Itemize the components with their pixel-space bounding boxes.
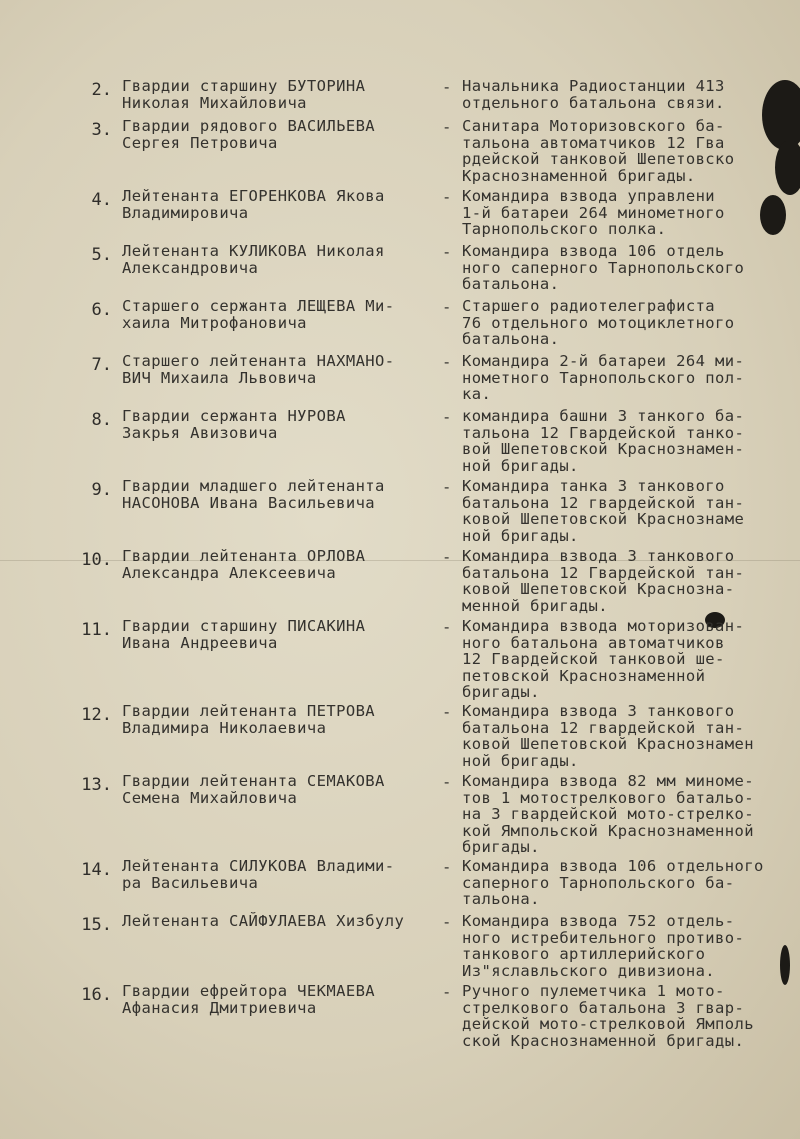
position-line: ка. <box>462 385 492 403</box>
position-line: ной бригады. <box>462 456 579 475</box>
person-name-line: Гвардии лейтенанта ОРЛОВА <box>122 547 366 565</box>
position-line: ной бригады. <box>462 526 579 545</box>
position-line: рдейской танковой Шепетовско <box>462 150 735 168</box>
position-line: менной бригады. <box>462 596 608 615</box>
position-line: ного истребительного противо- <box>462 928 745 947</box>
person-name-line: Гвардии ефрейтора ЧЕКМАЕВА <box>122 982 376 1000</box>
position-line: ной бригады. <box>462 751 579 770</box>
person-name-line: Лейтенанта САЙФУЛАЕВА Хизбулу <box>122 912 405 930</box>
separator-dash: - <box>442 858 452 876</box>
separator-dash: - <box>442 983 452 1001</box>
ink-stain <box>775 140 800 195</box>
position-line: Санитара Моторизовского ба- <box>462 117 725 135</box>
ink-stain <box>780 945 790 985</box>
separator-dash: - <box>442 298 452 316</box>
position-line: тов 1 мотострелкового батальо- <box>462 788 754 807</box>
entry-number: 6. <box>91 300 112 320</box>
position-line: стрелкового батальона 3 гвар- <box>462 998 745 1017</box>
position-line: кой Ямпольской Краснознаменной <box>462 821 754 840</box>
person-name-line: Лейтенанта ЕГОРЕНКОВА Якова <box>122 187 385 205</box>
separator-dash: - <box>442 118 452 136</box>
position-line: отдельного батальона связи. <box>462 93 725 112</box>
entry-number: 4. <box>91 190 112 210</box>
separator-dash: - <box>442 478 452 496</box>
entry-number: 15. <box>81 915 112 935</box>
separator-dash: - <box>442 773 452 791</box>
person-name-line: Гвардии старшину ПИСАКИНА <box>122 617 366 635</box>
position-line: Краснознаменной бригады. <box>462 166 696 185</box>
entry-number: 14. <box>81 860 112 880</box>
position-line: командира башни 3 танкого ба- <box>462 407 745 425</box>
position-line: Командира взвода 3 танкового <box>462 547 735 565</box>
entry-number: 3. <box>91 120 112 140</box>
person-name-line: Гвардии сержанта НУРОВА <box>122 407 346 425</box>
position-line: ного саперного Тарнопольского <box>462 258 745 277</box>
position-line: тальона 12 Гвардейской танко- <box>462 423 745 442</box>
position-line: Начальника Радиостанции 413 <box>462 77 725 95</box>
position-line: Командира взвода 752 отдель- <box>462 912 735 930</box>
position-line: нометного Тарнопольского пол- <box>462 368 745 387</box>
separator-dash: - <box>442 353 452 371</box>
person-name-line: Гвардии старшину БУТОРИНА <box>122 77 366 95</box>
position-line: ской Краснознаменной бригады. <box>462 1031 745 1050</box>
entry-number: 8. <box>91 410 112 430</box>
position-line: Командира танка 3 танкового <box>462 477 725 495</box>
position-line: ковой Шепетовской Краснозна- <box>462 580 735 598</box>
separator-dash: - <box>442 188 452 206</box>
person-name-line: ра Васильевича <box>122 873 259 892</box>
position-line: дейской мото-стрелковой Ямполь <box>462 1015 754 1033</box>
person-name-line: Владимировича <box>122 203 249 222</box>
position-line: Командира взвода 106 отдельного <box>462 857 764 875</box>
person-name-line: Гвардии рядового ВАСИЛЬЕВА <box>122 117 376 135</box>
position-line: батальона 12 Гвардейской тан- <box>462 563 745 582</box>
entry-number: 11. <box>81 620 112 640</box>
position-line: саперного Тарнопольского ба- <box>462 873 735 892</box>
position-line: ного батальона автоматчиков <box>462 633 725 652</box>
position-line: вой Шепетовской Краснознамен- <box>462 440 745 458</box>
position-line: 1-й батареи 264 минометного <box>462 203 725 222</box>
position-line: Из"яславльского дивизиона. <box>462 961 716 980</box>
person-name-line: Старшего лейтенанта НАХМАНО- <box>122 352 395 370</box>
person-name-line: Николая Михайловича <box>122 93 307 112</box>
position-line: батальона. <box>462 330 560 348</box>
person-name-line: Афанасия Дмитриевича <box>122 998 317 1017</box>
position-line: Командира взвода 3 танкового <box>462 702 735 720</box>
separator-dash: - <box>442 913 452 931</box>
position-line: Командира взвода моторизован- <box>462 617 745 635</box>
position-line: бригады. <box>462 683 540 701</box>
position-line: 76 отдельного мотоциклетного <box>462 313 735 332</box>
person-name-line: Владимира Николаевича <box>122 718 327 737</box>
position-line: Командира взвода 82 мм миноме- <box>462 772 754 790</box>
person-name-line: Лейтенанта КУЛИКОВА Николая <box>122 242 385 260</box>
position-line: тальона. <box>462 890 540 908</box>
position-line: тальона автоматчиков 12 Гва <box>462 133 725 152</box>
position-line: 12 Гвардейской танковой ше- <box>462 650 725 668</box>
person-name-line: Семена Михайловича <box>122 788 298 807</box>
position-line: батальона. <box>462 275 560 293</box>
entry-number: 12. <box>81 705 112 725</box>
position-line: бригады. <box>462 838 540 856</box>
position-line: Командира взвода 106 отдель <box>462 242 725 260</box>
ink-stain <box>760 195 786 235</box>
position-line: Ручного пулеметчика 1 мото- <box>462 982 725 1000</box>
separator-dash: - <box>442 548 452 566</box>
position-line: Командира 2-й батареи 264 ми- <box>462 352 745 370</box>
person-name-line: Ивана Андреевича <box>122 633 278 652</box>
person-name-line: НАСОНОВА Ивана Васильевича <box>122 493 376 512</box>
person-name-line: Сергея Петровича <box>122 133 278 152</box>
person-name-line: хаила Митрофановича <box>122 313 307 332</box>
entry-number: 13. <box>81 775 112 795</box>
position-line: на 3 гвардейской мото-стрелко- <box>462 805 754 823</box>
separator-dash: - <box>442 243 452 261</box>
position-line: танкового артиллерийского <box>462 945 706 963</box>
person-name-line: ВИЧ Михаила Львовича <box>122 368 317 387</box>
separator-dash: - <box>442 618 452 636</box>
ink-stain <box>762 80 800 150</box>
entry-number: 10. <box>81 550 112 570</box>
person-name-line: Гвардии младшего лейтенанта <box>122 477 385 495</box>
person-name-line: Александровича <box>122 258 259 277</box>
person-name-line: Закрья Авизовича <box>122 423 278 442</box>
position-line: ковой Шепетовской Краснознамен <box>462 735 754 753</box>
position-line: Командира взвода управлени <box>462 187 716 205</box>
separator-dash: - <box>442 703 452 721</box>
entry-number: 16. <box>81 985 112 1005</box>
position-line: петовской Краснознаменной <box>462 666 706 685</box>
person-name-line: Лейтенанта СИЛУКОВА Владими- <box>122 857 395 875</box>
separator-dash: - <box>442 408 452 426</box>
entry-number: 7. <box>91 355 112 375</box>
person-name-line: Старшего сержанта ЛЕЩЕВА Ми- <box>122 297 395 315</box>
entry-number: 9. <box>91 480 112 500</box>
entry-number: 2. <box>91 80 112 100</box>
person-name-line: Гвардии лейтенанта ПЕТРОВА <box>122 702 376 720</box>
person-name-line: Гвардии лейтенанта СЕМАКОВА <box>122 772 385 790</box>
entry-number: 5. <box>91 245 112 265</box>
position-line: батальона 12 гвардейской тан- <box>462 493 745 512</box>
person-name-line: Александра Алексеевича <box>122 563 337 582</box>
separator-dash: - <box>442 78 452 96</box>
position-line: Тарнопольского полка. <box>462 220 667 238</box>
position-line: Старшего радиотелеграфиста <box>462 297 716 315</box>
position-line: ковой Шепетовской Краснознаме <box>462 510 745 528</box>
position-line: батальона 12 гвардейской тан- <box>462 718 745 737</box>
